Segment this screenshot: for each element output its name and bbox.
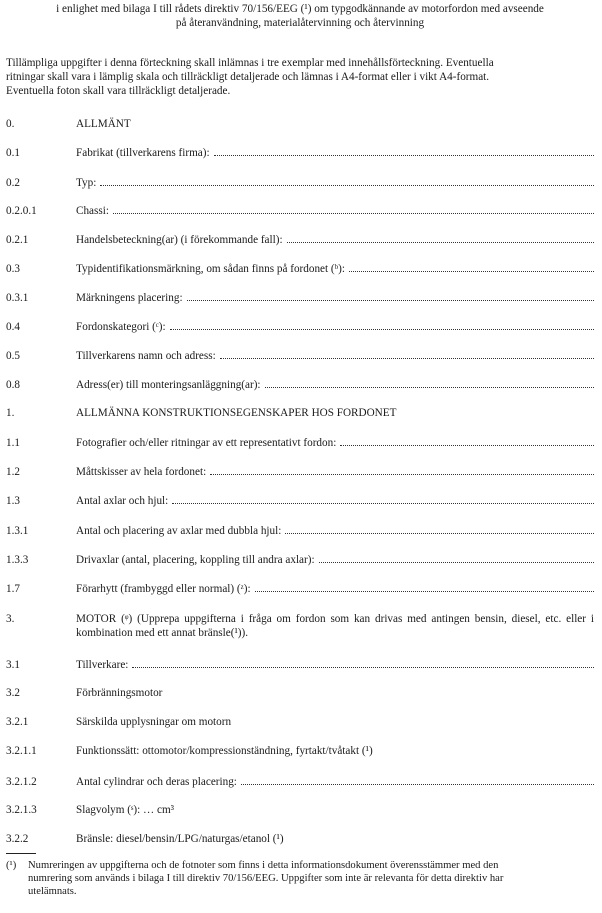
fill-in-line	[285, 523, 594, 534]
field-assembly-plant-address: 0.8 Adress(er) till monteringsanläggning(ar):	[6, 377, 594, 393]
footnote	[6, 859, 594, 899]
fill-in-line	[132, 657, 594, 668]
field-chassis: 0.2.0.1 Chassi:	[6, 203, 594, 219]
fill-in-line	[340, 435, 594, 446]
section-heading-general: 0. ALLMÄNT	[6, 118, 131, 130]
section-heading-engine: 3. MOTOR (ᵠ) (Upprepa uppgifterna i fråga om fordon som kan drivas med antingen bensin, diesel, etc. eller i kombination med ett annat bränsle(¹)).	[6, 613, 594, 639]
fill-in-line	[187, 290, 594, 301]
field-dimension-drawings: 1.2 Måttskisser av hela fordonet:	[6, 464, 594, 480]
fill-in-line	[170, 319, 594, 330]
fill-in-line	[100, 175, 594, 186]
footnote-marker: (¹)	[6, 860, 17, 871]
field-cab: 1.7 Förarhytt (frambyggd eller normal) (ᶻ):	[6, 581, 594, 597]
fill-in-line	[287, 232, 594, 243]
fill-in-line	[172, 493, 594, 504]
subheading-combustion-engine: 3.2 Förbränningsmotor	[6, 687, 163, 699]
intro-paragraph-line-3: Eventuella foton skall vara tillräckligt detaljerade.	[6, 85, 231, 97]
intro-heading	[6, 2, 594, 30]
fill-in-line	[319, 552, 594, 563]
fill-in-line	[349, 261, 594, 272]
subheading-engine-details: 3.2.1 Särskilda upplysningar om motorn	[6, 716, 232, 728]
field-type: 0.2 Typ:	[6, 175, 594, 191]
field-make: 0.1 Fabrikat (tillverkarens firma):	[6, 145, 594, 161]
intro-paragraph-line-1: Tillämpliga uppgifter i denna förteckning skall inlämnas i tre exemplar med innehållsförteckning. Eventuella	[6, 57, 494, 69]
fill-in-line	[220, 348, 594, 359]
field-marking-location: 0.3.1 Märkningens placering:	[6, 290, 594, 306]
intro-paragraph-line-2: ritningar skall vara i lämplig skala och tillräckligt detaljerade och lämnas i A4-format eller i vikt A4-format.	[6, 71, 490, 83]
intro-heading-line-2: på återanvändning, materialåtervinning och återvinning	[175, 17, 425, 29]
fill-in-line	[214, 145, 594, 156]
field-working-principle: 3.2.1.1 Funktionssätt: ottomotor/kompressionständning, fyrtakt/tvåtakt (¹)	[6, 745, 373, 757]
field-displacement: 3.2.1.3 Slagvolym (ˢ): … cm³	[6, 804, 175, 816]
field-powered-axles: 1.3.3 Drivaxlar (antal, placering, koppling till andra axlar):	[6, 552, 594, 568]
fill-in-line	[241, 774, 594, 785]
footnote-divider	[6, 853, 36, 854]
intro-paragraph	[6, 56, 594, 98]
field-vehicle-category: 0.4 Fordonskategori (ᶜ):	[6, 319, 594, 335]
field-fuel: 3.2.2 Bränsle: diesel/bensin/LPG/naturgas/etanol (¹)	[6, 833, 284, 845]
field-cylinders: 3.2.1.2 Antal cylindrar och deras placering:	[6, 774, 594, 790]
fill-in-line	[255, 581, 594, 592]
fill-in-line	[265, 377, 594, 388]
field-photographs: 1.1 Fotografier och/eller ritningar av ett representativt fordon:	[6, 435, 594, 451]
footnote-text	[28, 859, 594, 899]
field-engine-manufacturer: 3.1 Tillverkare:	[6, 657, 594, 673]
field-twin-wheel-axles: 1.3.1 Antal och placering av axlar med dubbla hjul:	[6, 523, 594, 539]
footnote-line-3: utelämnats.	[28, 886, 77, 898]
field-manufacturer-name-address: 0.5 Tillverkarens namn och adress:	[6, 348, 594, 364]
field-axles-wheels: 1.3 Antal axlar och hjul:	[6, 493, 594, 509]
field-type-identification: 0.3 Typidentifikationsmärkning, om sådan finns på fordonet (ᵇ):	[6, 261, 594, 277]
fill-in-line	[210, 464, 594, 475]
footnote-line-1: Numreringen av uppgifterna och de fotnoter som finns i detta informationsdokument överensstämmer med den	[28, 860, 499, 871]
fill-in-line	[113, 203, 594, 214]
intro-heading-line-1: i enlighet med bilaga I till rådets direktiv 70/156/EEG (¹) om typgodkännande av motorfordon med avseende	[56, 3, 544, 15]
section-heading-construction: 1. ALLMÄNNA KONSTRUKTIONSEGENSKAPER HOS FORDONET	[6, 407, 397, 419]
field-commercial-name: 0.2.1 Handelsbeteckning(ar) (i förekommande fall):	[6, 232, 594, 248]
footnote-line-2: numrering som används i bilaga I till direktiv 70/156/EEG. Uppgifter som inte är relevanta för detta direktiv har	[28, 873, 504, 885]
